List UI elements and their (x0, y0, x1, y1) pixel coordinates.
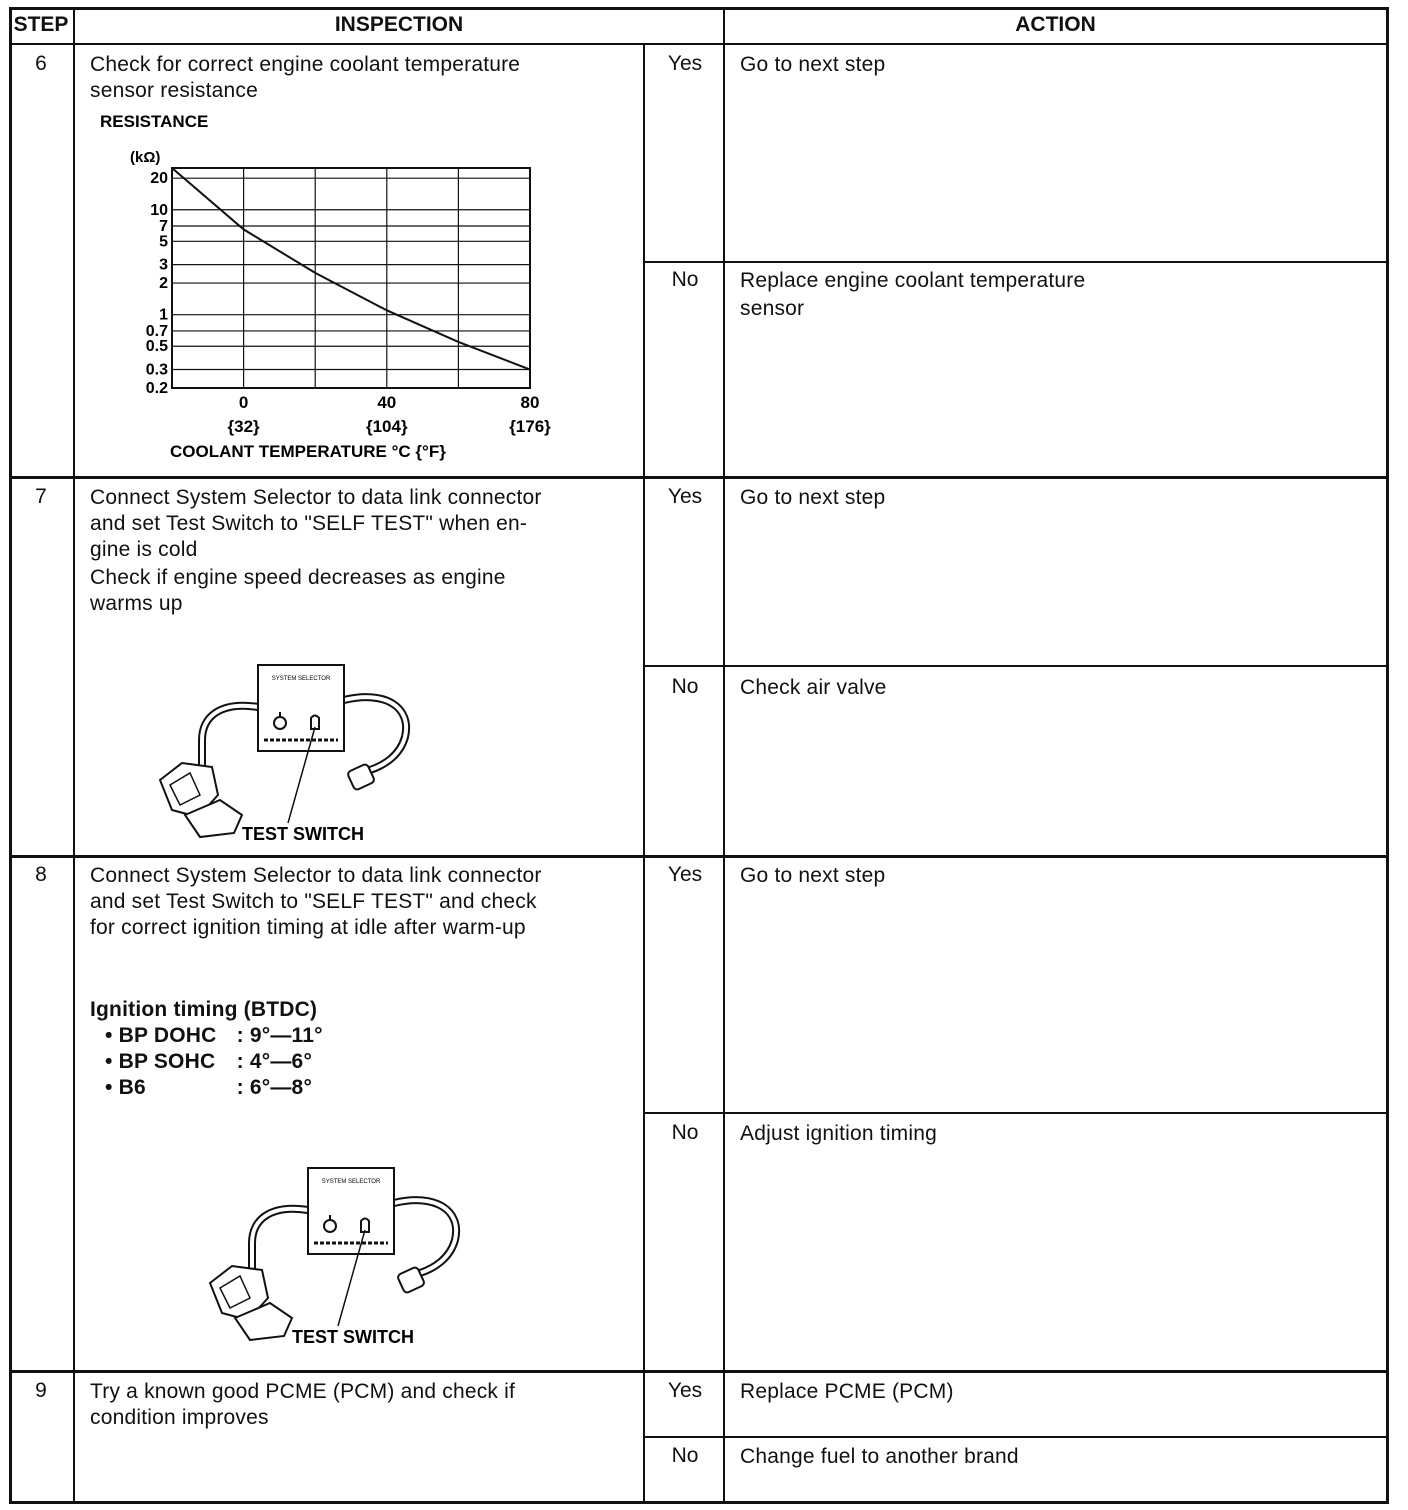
table-right-border (1386, 7, 1389, 1504)
action-line: Check air valve (740, 676, 887, 699)
chart-series-line (172, 168, 530, 370)
spec-value: : 6°—8° (236, 1076, 313, 1099)
inspection-line: warms up (90, 592, 183, 615)
test-switch-label: TEST SWITCH (242, 824, 364, 844)
cable-left-inner (252, 1209, 308, 1270)
cable-left-inner (202, 706, 258, 767)
test-switch-toggle (361, 1219, 369, 1233)
inspection-line: and set Test Switch to "SELF TEST" when en- (90, 512, 528, 535)
inspection-line: for correct ignition timing at idle after warm-up (90, 916, 526, 939)
header-action: ACTION (1015, 13, 1096, 36)
action-line: Replace PCME (PCM) (740, 1380, 954, 1403)
x-tick-label-fahrenheit: {176} (509, 417, 551, 436)
no-label: No (671, 1121, 699, 1144)
yes-label: Yes (667, 1379, 703, 1402)
no-label: No (671, 675, 699, 698)
bullet: • (105, 1024, 113, 1047)
step-column-divider (73, 7, 75, 1504)
yes-label: Yes (667, 52, 703, 75)
inspection-line: Check if engine speed decreases as engine (90, 566, 506, 589)
chart-y-unit: (kΩ) (130, 149, 161, 166)
step-number: 8 (35, 863, 47, 886)
row-divider-8-9 (9, 1370, 1389, 1373)
spec-engine: BP DOHC (118, 1024, 217, 1047)
row-divider-7-8 (9, 855, 1389, 858)
spec-engine: B6 (118, 1076, 146, 1099)
chart-y-ticks (146, 170, 168, 397)
row-divider-6-7 (9, 476, 1389, 479)
plot-frame (172, 168, 530, 388)
spec-title: Ignition timing (BTDC) (90, 998, 318, 1021)
inspection-line: sensor resistance (90, 79, 258, 102)
yes-no-divider-9 (643, 1436, 1389, 1438)
system-selector-illustration (150, 655, 430, 850)
action-column-divider (723, 7, 725, 1504)
yes-no-column-divider (643, 44, 645, 1504)
header-bottom-line (9, 43, 1389, 45)
inspection-line: gine is cold (90, 538, 198, 561)
y-tick-label: 0.5 (145, 338, 168, 356)
chart-grid (172, 168, 530, 388)
y-tick-label: 10 (150, 201, 168, 219)
step-number: 7 (35, 485, 47, 508)
y-tick-label: 0.2 (145, 380, 168, 397)
y-tick-label: 5 (159, 233, 168, 251)
yes-no-divider-6 (643, 261, 1389, 263)
spec-item (105, 1049, 312, 1075)
step-number: 6 (35, 52, 47, 75)
inspection-line: Connect System Selector to data link connector (90, 486, 542, 509)
spec-item (105, 1023, 323, 1049)
x-tick-label: 40 (377, 393, 397, 412)
test-switch-toggle (311, 716, 319, 730)
action-line: Change fuel to another brand (740, 1445, 1019, 1468)
inspection-line: condition improves (90, 1406, 269, 1429)
y-tick-label: 3 (159, 256, 168, 274)
yes-no-divider-7 (643, 665, 1389, 667)
selector-knob (324, 1220, 336, 1232)
bullet: • (105, 1076, 113, 1099)
action-line: Go to next step (740, 864, 886, 887)
no-label: No (671, 1444, 699, 1467)
step-number: 9 (35, 1379, 47, 1402)
y-tick-label: 20 (150, 170, 168, 188)
y-tick-label: 2 (159, 275, 168, 293)
y-tick-label: 0.7 (145, 322, 168, 340)
action-line: Adjust ignition timing (740, 1122, 937, 1145)
resistance-chart (90, 106, 570, 466)
x-tick-label: 0 (238, 393, 249, 412)
selector-box-label: SYSTEM SELECTOR (321, 1179, 381, 1185)
spec-engine: BP SOHC (118, 1050, 216, 1073)
action-line: Go to next step (740, 53, 886, 76)
inspection-line: and set Test Switch to "SELF TEST" and check (90, 890, 537, 913)
spec-value: : 4°—6° (236, 1050, 313, 1073)
spec-item (105, 1075, 312, 1101)
action-line: sensor (740, 297, 805, 320)
header-step: STEP (13, 13, 69, 36)
bullet: • (105, 1050, 113, 1073)
table-bottom-border (9, 1501, 1389, 1504)
x-tick-label-fahrenheit: {32} (227, 417, 260, 436)
chart-title: RESISTANCE (100, 112, 209, 131)
inspection-line: Try a known good PCME (PCM) and check if (90, 1380, 516, 1403)
yes-label: Yes (667, 485, 703, 508)
selector-knob (274, 717, 286, 729)
y-tick-label: 7 (159, 218, 168, 236)
inspection-line: Connect System Selector to data link connector (90, 864, 542, 887)
test-switch-label: TEST SWITCH (292, 1327, 414, 1347)
chart-x-axis-label: COOLANT TEMPERATURE °C {°F} (170, 442, 446, 461)
action-line: Replace engine coolant temperature (740, 269, 1086, 292)
x-tick-label-fahrenheit: {104} (365, 417, 408, 436)
no-label: No (671, 268, 699, 291)
header-inspection: INSPECTION (334, 13, 464, 36)
selector-box-label: SYSTEM SELECTOR (271, 676, 331, 682)
table-left-border (9, 7, 12, 1504)
spec-value: : 9°—11° (236, 1024, 323, 1047)
action-line: Go to next step (740, 486, 886, 509)
cable-right-inner (344, 697, 406, 770)
y-tick-label: 0.3 (145, 361, 168, 379)
yes-label: Yes (667, 863, 703, 886)
cable-right-inner (394, 1200, 456, 1273)
x-tick-label: 80 (520, 393, 540, 412)
inspection-line: Check for correct engine coolant temperature (90, 53, 521, 76)
yes-no-divider-8 (643, 1112, 1389, 1114)
y-tick-label: 1 (159, 306, 168, 324)
chart-x-ticks (228, 393, 552, 436)
system-selector-illustration (200, 1158, 480, 1353)
